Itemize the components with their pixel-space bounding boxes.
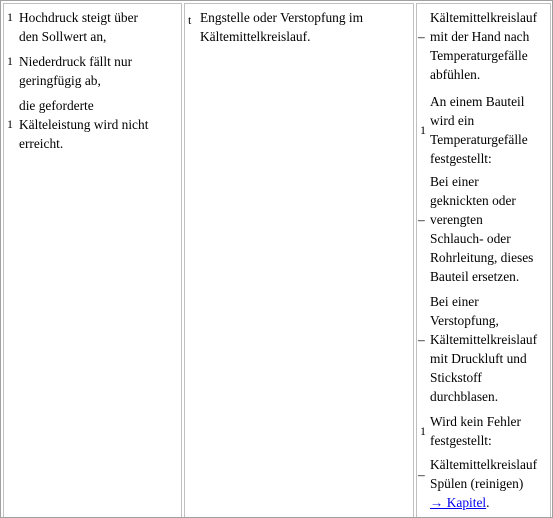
text-line: Stickstoff xyxy=(430,370,482,385)
text-line: durchblasen. xyxy=(430,389,499,404)
dash-marker: – xyxy=(418,332,425,347)
bullet-marker: 1 xyxy=(7,117,13,131)
text-line: Kälteleistung wird nicht xyxy=(19,117,149,132)
text-line: Bauteil ersetzen. xyxy=(430,269,520,284)
text-line: verengten xyxy=(430,212,483,227)
text-line: Kältemittelkreislauf xyxy=(430,457,538,472)
text-line: Bei einer xyxy=(430,294,479,309)
text-line: geringfügig ab, xyxy=(19,73,101,88)
text-line: Kältemittelkreislauf xyxy=(430,10,538,25)
text-line: Hochdruck steigt über xyxy=(19,10,138,25)
text-line: Wird kein Fehler xyxy=(430,414,521,429)
text-line: mit der Hand nach xyxy=(430,29,530,44)
chapter-link[interactable]: → Kapitel xyxy=(430,495,487,510)
text-line: Verstopfung, xyxy=(430,313,499,328)
text-line: Spülen (reinigen) xyxy=(430,476,524,491)
dash-marker: – xyxy=(418,467,425,482)
link-suffix: . xyxy=(486,495,490,510)
text-line: festgestellt: xyxy=(430,151,492,166)
bullet-marker: 1 xyxy=(7,54,13,68)
dash-marker: – xyxy=(418,212,425,227)
text-line: festgestellt: xyxy=(430,433,492,448)
text-line: Temperaturgefälle xyxy=(430,48,528,63)
text-line: die geforderte xyxy=(19,98,94,113)
text-line: geknickten oder xyxy=(430,193,516,208)
text-line: Rohrleitung, dieses xyxy=(430,250,534,265)
symptom-cell xyxy=(3,3,182,518)
bullet-marker: 1 xyxy=(7,10,13,24)
text-line: Schlauch- oder xyxy=(430,231,511,246)
text-line: Engstelle oder Verstopfung im xyxy=(200,10,364,25)
text-line: An einem Bauteil xyxy=(430,94,525,109)
text-line: den Sollwert an, xyxy=(19,29,107,44)
bullet-marker: t xyxy=(188,13,192,27)
text-line: Temperaturgefälle xyxy=(430,132,528,147)
text-line: Kältemittelkreislauf. xyxy=(200,29,311,44)
text-line: Niederdruck fällt nur xyxy=(19,54,133,69)
bullet-marker: 1 xyxy=(420,424,426,438)
cause-cell xyxy=(184,3,414,518)
text-line: mit Druckluft und xyxy=(430,351,527,366)
text-line: erreicht. xyxy=(19,136,64,151)
link-line xyxy=(430,493,548,512)
text-line: Bei einer xyxy=(430,174,479,189)
dash-marker: – xyxy=(418,29,425,44)
text-line: wird ein xyxy=(430,113,475,128)
text-line: Kältemittelkreislauf xyxy=(430,332,538,347)
remedy-cell xyxy=(416,3,551,518)
bullet-marker: 1 xyxy=(420,123,426,137)
text-line: abfühlen. xyxy=(430,67,481,82)
